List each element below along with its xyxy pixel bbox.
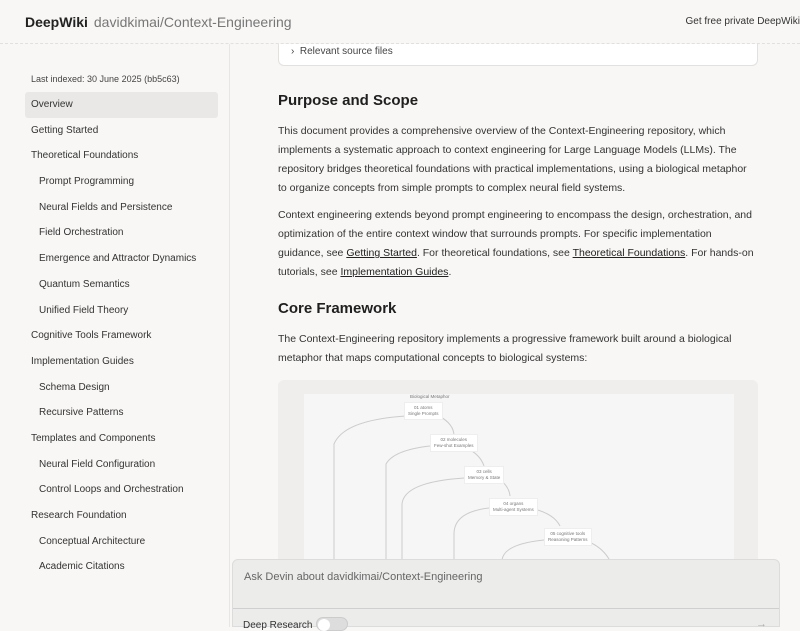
- sidebar-item[interactable]: Neural Fields and Persistence: [25, 195, 218, 221]
- divider: [233, 608, 779, 609]
- toggle-knob: [318, 619, 330, 631]
- ask-devin-panel: [232, 559, 780, 627]
- sidebar-item[interactable]: Overview: [25, 92, 218, 118]
- diagram-node: [430, 434, 478, 452]
- send-arrow-icon[interactable]: →: [756, 618, 767, 630]
- sidebar-item[interactable]: Templates and Components: [25, 426, 218, 452]
- sidebar-item[interactable]: Theoretical Foundations: [25, 143, 218, 169]
- sidebar-item[interactable]: Neural Field Configuration: [25, 452, 218, 478]
- text: . For hands-on tutorials, see: [278, 247, 754, 278]
- deep-research-label: Deep Research: [243, 620, 312, 631]
- diagram-node: [489, 498, 538, 516]
- chevron-right-icon: ›: [291, 46, 300, 57]
- repo-name[interactable]: davidkimai/Context-Engineering: [94, 14, 292, 30]
- heading-purpose: Purpose and Scope: [278, 92, 758, 109]
- edge: [334, 416, 406, 580]
- diagram-node: [464, 466, 504, 484]
- link-implementation-guides[interactable]: Implementation Guides: [340, 266, 448, 278]
- sidebar-item[interactable]: Recursive Patterns: [25, 400, 218, 426]
- framework-diagram[interactable]: [278, 380, 758, 580]
- sidebar-item[interactable]: Unified Field Theory: [25, 298, 218, 324]
- text: . For theoretical foundations, see: [417, 247, 573, 259]
- link-getting-started[interactable]: Getting Started: [346, 247, 417, 259]
- sidebar-item[interactable]: Emergence and Attractor Dynamics: [25, 246, 218, 272]
- sidebar-item[interactable]: Control Loops and Orchestration: [25, 477, 218, 503]
- relevant-source-files[interactable]: [278, 44, 758, 66]
- edge: [534, 509, 560, 526]
- node-title: 04 organs: [493, 501, 534, 507]
- sidebar-nav: [25, 92, 218, 580]
- link-theoretical-foundations[interactable]: Theoretical Foundations: [573, 247, 686, 259]
- source-files-label: Relevant source files: [300, 46, 393, 57]
- sidebar-item[interactable]: Academic Citations: [25, 554, 218, 580]
- diagram-node: [544, 528, 592, 546]
- sidebar-item[interactable]: Field Orchestration: [25, 220, 218, 246]
- heading-core-framework: Core Framework: [278, 300, 758, 317]
- node-subtitle: Multi-agent Systems: [493, 507, 534, 513]
- brand-logo[interactable]: DeepWiki: [25, 14, 88, 30]
- sidebar-item[interactable]: Prompt Programming: [25, 169, 218, 195]
- text: Context engineering extends beyond prompt engineering to encompass the design, orchestration, and optimization of the entire context window that surrounds prompts. For specific implementation guidance, see: [278, 209, 752, 259]
- node-title: 02 molecules: [434, 437, 474, 443]
- sidebar-item[interactable]: Getting Started: [25, 118, 218, 144]
- node-title: 01 atoms: [408, 405, 439, 411]
- sidebar-item[interactable]: Cognitive Tools Framework: [25, 323, 218, 349]
- deep-research-toggle[interactable]: [316, 617, 348, 631]
- sidebar-item[interactable]: Research Foundation: [25, 503, 218, 529]
- sidebar-item[interactable]: Implementation Guides: [25, 349, 218, 375]
- diagram-node: [404, 402, 443, 420]
- diagram-title: Biological Metaphor: [407, 392, 453, 402]
- node-subtitle: Few-shot Examples: [434, 443, 474, 449]
- diagram-canvas: [304, 394, 734, 580]
- sidebar-item[interactable]: Quantum Semantics: [25, 272, 218, 298]
- sidebar: [0, 44, 230, 627]
- node-subtitle: Single Prompts: [408, 411, 439, 417]
- last-indexed: Last indexed: 30 June 2025 (bb5c63): [31, 74, 180, 84]
- diagram-edges: [304, 394, 734, 580]
- node-title: 05 cognitive tools: [548, 531, 588, 537]
- sidebar-item[interactable]: Schema Design: [25, 375, 218, 401]
- promo-link[interactable]: Get free private DeepWiki: [686, 16, 800, 27]
- node-title: 03 cells: [468, 469, 500, 475]
- ask-input[interactable]: Ask Devin about davidkimai/Context-Engineering: [244, 571, 482, 583]
- node-subtitle: Reasoning Patterns: [548, 537, 588, 543]
- paragraph: This document provides a comprehensive overview of the Context-Engineering repository, which implements a systematic approach to context engineering for Large Language Models (LLMs). The repository bridges theoretical foundations with practical implementations, using a biological metaphor to organize concepts from simple prompts to complex neural field systems.: [278, 122, 758, 198]
- text: .: [448, 266, 451, 278]
- top-bar: [0, 0, 800, 44]
- sidebar-item[interactable]: Conceptual Architecture: [25, 529, 218, 555]
- paragraph: The Context-Engineering repository implements a progressive framework built around a biological metaphor that maps computational concepts to biological systems:: [278, 330, 758, 368]
- paragraph: [278, 206, 758, 282]
- main-content: [278, 44, 758, 580]
- node-subtitle: Memory & State: [468, 475, 500, 481]
